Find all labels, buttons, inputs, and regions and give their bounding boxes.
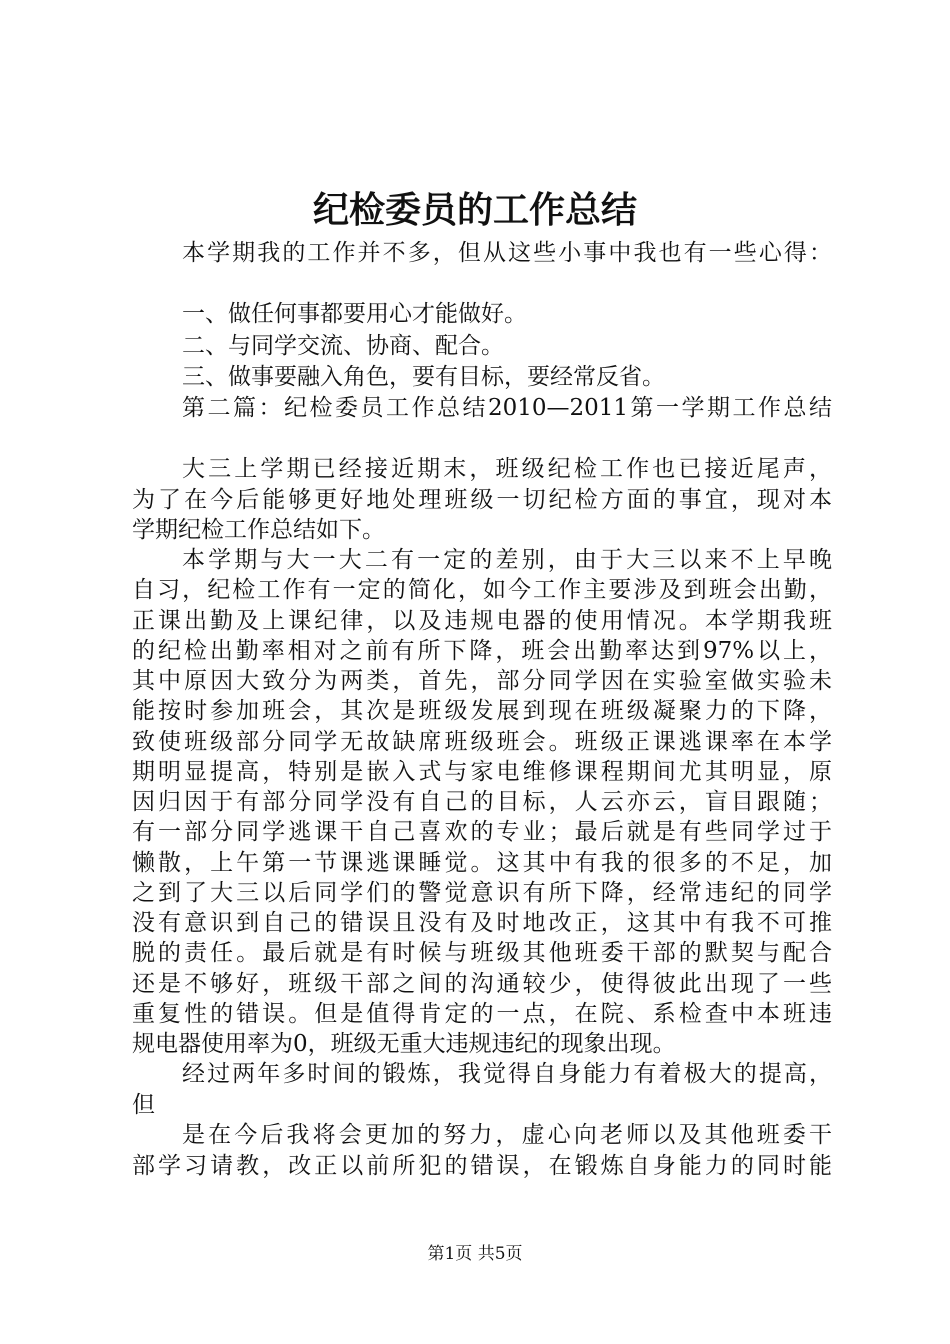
para4-line: 部学习请教，改正以前所犯的错误，在锻炼自身能力的同时能 <box>132 1153 832 1179</box>
para2-line: 期明显提高，特别是嵌入式与家电维修课程期间尤其明显，原 <box>132 759 832 785</box>
para2-line: 有一部分同学逃课干自己喜欢的专业；最后就是有些同学过于 <box>132 819 832 845</box>
para2-line: 之到了大三以后同学们的警觉意识有所下降，经常违纪的同学 <box>132 880 832 906</box>
document-title: 纪检委员的工作总结 <box>312 189 637 231</box>
intro-line: 本学期我的工作并不多，但从这些小事中我也有一些心得： <box>182 240 832 266</box>
para4-line: 是在今后我将会更加的努力，虚心向老师以及其他班委干 <box>182 1122 832 1148</box>
para2-line: 规电器使用率为0，班级无重大违规违纪的现象出现。 <box>132 1031 676 1057</box>
para2-line: 其中原因大致分为两类，首先，部分同学因在实验室做实验未 <box>132 668 832 694</box>
para3-line: 经过两年多时间的锻炼，我觉得自身能力有着极大的提高， <box>182 1061 832 1087</box>
para2-line: 的纪检出勤率相对之前有所下降，班会出勤率达到97%以上， <box>132 638 832 664</box>
point-3: 三、做事要融入角色，要有目标，要经常反省。 <box>182 364 665 390</box>
para2-line: 能按时参加班会，其次是班级发展到现在班级凝聚力的下降， <box>132 698 832 724</box>
para1-line: 大三上学期已经接近期末，班级纪检工作也已接近尾声， <box>182 456 832 482</box>
para1-line: 为了在今后能够更好地处理班级一切纪检方面的事宜，现对本 <box>132 487 832 513</box>
para2-line: 正课出勤及上课纪律，以及违规电器的使用情况。本学期我班 <box>132 608 832 634</box>
para2-line: 懒散，上午第一节课逃课睡觉。这其中有我的很多的不足，加 <box>132 850 832 876</box>
para2-line: 自习，纪检工作有一定的简化，如今工作主要涉及到班会出勤， <box>132 577 832 603</box>
para2-line: 脱的责任。最后就是有时候与班级其他班委干部的默契与配合 <box>132 940 832 966</box>
point-2: 二、与同学交流、协商、配合。 <box>182 333 504 359</box>
section2-heading: 第二篇：纪检委员工作总结2010—2011第一学期工作总结 <box>182 395 832 421</box>
para2-line: 重复性的错误。但是值得肯定的一点，在院、系检查中本班违 <box>132 1001 832 1027</box>
point-1: 一、做任何事都要用心才能做好。 <box>182 301 527 327</box>
para2-line: 没有意识到自己的错误且没有及时地改正，这其中有我不可推 <box>132 910 832 936</box>
para3-line: 但 <box>132 1092 155 1118</box>
para1-line: 学期纪检工作总结如下。 <box>132 517 385 543</box>
para2-line: 致使班级部分同学无故缺席班级班会。班级正课逃课率在本学 <box>132 729 832 755</box>
page-footer: 第1页 共5页 <box>427 1244 523 1264</box>
para2-line: 还是不够好，班级干部之间的沟通较少，使得彼此出现了一些 <box>132 971 832 997</box>
para2-line: 本学期与大一大二有一定的差别，由于大三以来不上早晚 <box>182 547 832 573</box>
para2-line: 因归因于有部分同学没有自己的目标，人云亦云，盲目跟随； <box>132 789 832 815</box>
